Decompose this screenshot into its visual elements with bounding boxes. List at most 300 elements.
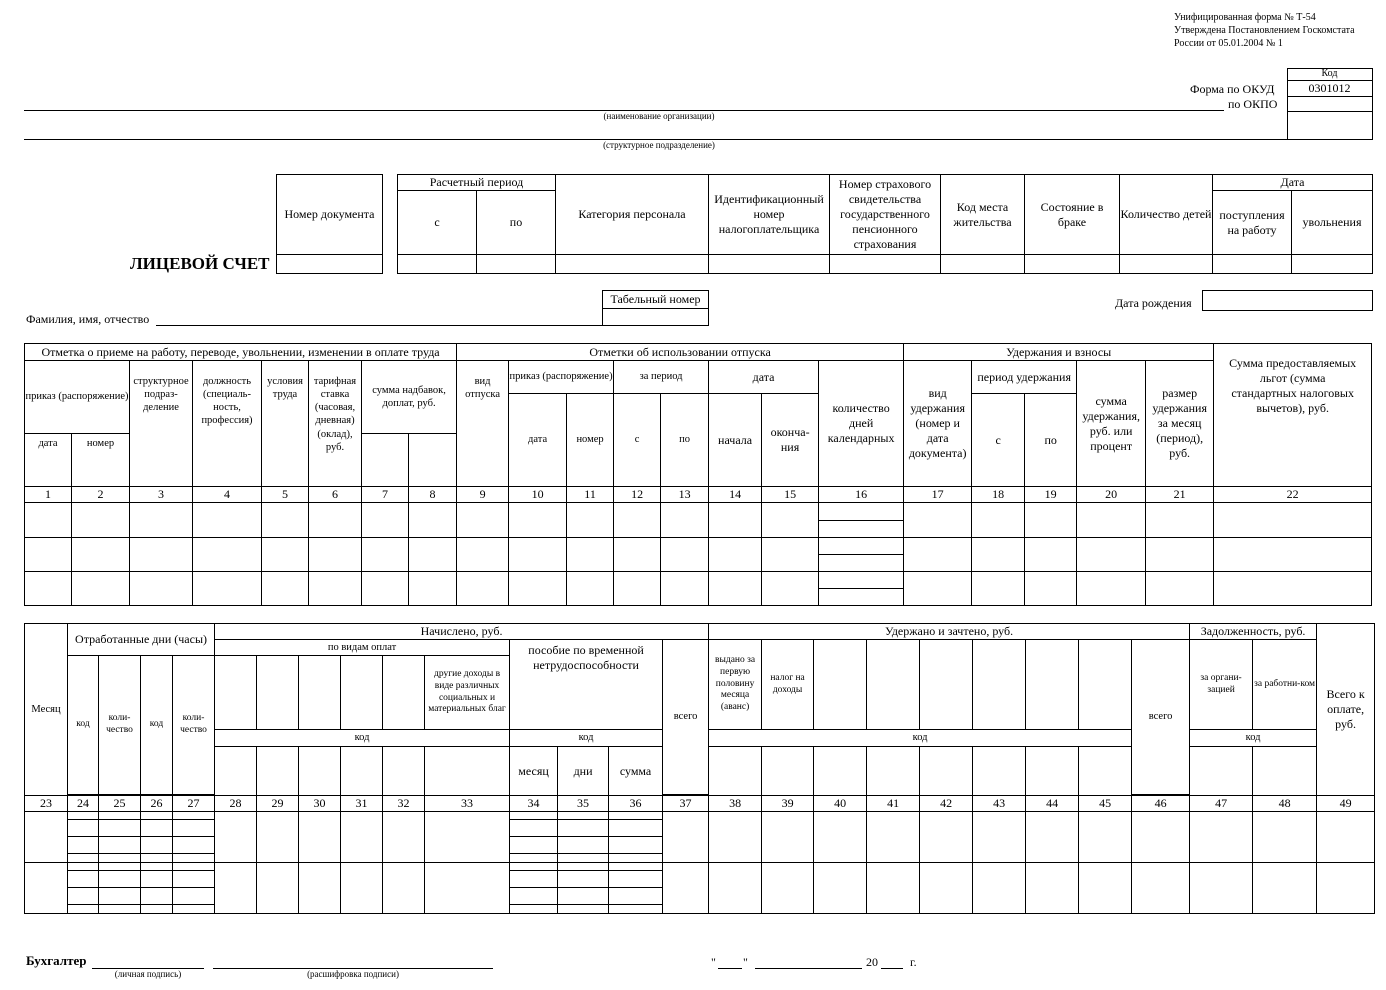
worked-qty-1-header: коли-чество [99,656,141,795]
insurance-cell[interactable] [830,255,941,274]
children-cell[interactable] [1120,255,1213,274]
month-header: Месяц [25,624,68,796]
cell[interactable] [1132,812,1190,863]
period-to-header: по [477,191,556,255]
birth-date-field[interactable] [1202,290,1373,311]
leave-start-header: начала [709,394,762,487]
cell[interactable] [383,812,425,863]
cell[interactable] [819,503,904,538]
cell[interactable] [558,812,609,863]
to-pay-header: Всего к оплате, руб. [1317,624,1375,796]
column-numbers-row [25,796,1375,812]
cell[interactable] [819,538,904,572]
cell[interactable] [558,863,609,914]
code-cell-30[interactable] [299,747,341,796]
cell[interactable] [904,572,972,606]
code-cell-28[interactable] [215,747,257,796]
by-org-header: за органи-зацией [1190,640,1253,730]
period-to-cell[interactable] [477,255,556,274]
form-code-line1: Унифицированная форма № Т-54 [1174,12,1316,23]
col-num: 13 [661,487,709,503]
withheld-col-42 [920,640,973,730]
ded-period-header: период удержания [972,361,1077,394]
sick-code-header: код [510,730,663,747]
code-cell-38[interactable] [709,747,762,796]
cell[interactable] [425,863,510,914]
date-quote-open: " [711,955,716,969]
pay-type-29 [257,656,299,730]
cell[interactable] [25,572,72,606]
cell[interactable] [609,863,663,914]
marital-header: Состояние в браке [1025,175,1120,255]
code-cell-47[interactable] [1190,747,1253,796]
cell[interactable] [1253,863,1317,914]
pay-types-code-header: код [215,730,510,747]
cell[interactable] [567,572,614,606]
cell[interactable] [972,572,1025,606]
cell[interactable] [362,572,409,606]
tabel-number-cell[interactable] [603,309,709,326]
cell[interactable] [99,812,141,863]
table-row [25,503,1372,538]
withheld-code-header: код [709,730,1132,747]
cell[interactable] [1317,812,1375,863]
worked-code-2-header: код [141,656,173,795]
cell[interactable] [99,863,141,914]
benefits-header: Сумма предоставляемых льгот (сумма стандартных налоговых вычетов), руб. [1214,344,1372,487]
withheld-col-40 [814,640,867,730]
leave-group-header: Отметки об использовании отпуска [457,344,904,361]
cell[interactable] [762,572,819,606]
cell[interactable] [409,538,457,572]
period-to-header: по [661,394,709,487]
sick-days-header: дни [558,747,609,796]
debt-header: Задолженность, руб. [1190,624,1317,640]
cell[interactable] [1190,863,1253,914]
cell[interactable] [867,863,920,914]
debt-code-header: код [1190,730,1317,747]
col-num: 48 [1253,796,1317,812]
doc-number-header: Номер документа [277,175,383,255]
cell[interactable] [1079,812,1132,863]
leave-order-header: приказ (распоряжение) [509,361,614,394]
cell[interactable] [1146,538,1214,572]
col-num: 44 [1026,796,1079,812]
employment-table [24,343,1372,606]
dismissal-date-cell[interactable] [1292,255,1373,274]
code-cell-45[interactable] [1079,747,1132,796]
code-cell-32[interactable] [383,747,425,796]
cell[interactable] [215,863,257,914]
cell[interactable] [819,572,904,606]
cell[interactable] [1026,863,1079,914]
accrued-header: Начислено, руб. [215,624,709,640]
cell[interactable] [309,503,362,538]
cell[interactable] [193,572,262,606]
col-num: 36 [609,796,663,812]
cell[interactable] [173,812,215,863]
cell[interactable] [141,812,173,863]
signature-decode-caption: (расшифровка подписи) [307,969,399,979]
col-num: 9 [457,487,509,503]
period-from-header: с [398,191,477,255]
col-num: 37 [663,796,709,812]
cell[interactable] [141,863,173,914]
worked-code-1-header: код [68,656,99,795]
cell[interactable] [972,538,1025,572]
cell[interactable] [257,812,299,863]
date-year-line[interactable] [881,968,903,969]
cell[interactable] [299,812,341,863]
col-num: 27 [173,796,215,812]
cell[interactable] [663,812,709,863]
page-title: ЛИЦЕВОЙ СЧЕТ [130,254,270,273]
date-day-line[interactable] [718,968,742,969]
date-header: Дата [1213,175,1373,191]
advance-header: выдано за первую половину месяца (аванс) [709,640,762,730]
col-num: 5 [262,487,309,503]
withheld-col-43 [973,640,1026,730]
cell[interactable] [1146,572,1214,606]
col-num: 3 [130,487,193,503]
withheld-col-45 [1079,640,1132,730]
col-num: 26 [141,796,173,812]
leave-type-header: вид отпуска [457,361,509,487]
cell[interactable] [814,812,867,863]
col-num: 21 [1146,487,1214,503]
col-num: 28 [215,796,257,812]
code-cell-41[interactable] [867,747,920,796]
cell[interactable] [510,812,558,863]
cell[interactable] [609,812,663,863]
cell[interactable] [709,572,762,606]
tabel-number-header: Табельный номер [603,291,709,309]
org-caption: (наименование организации) [603,111,715,121]
cell[interactable] [68,812,99,863]
withheld-col-41 [867,640,920,730]
cell[interactable] [661,538,709,572]
cell[interactable] [709,812,762,863]
allowance-col-7 [362,434,409,487]
cell[interactable] [341,863,383,914]
cell[interactable] [973,812,1026,863]
by-types-header: по видам оплат [215,640,510,656]
leave-order-date-header: дата [509,394,567,487]
form-code-line3: России от 05.01.2004 № 1 [1174,38,1283,49]
children-header: Количество детей [1120,175,1213,255]
leave-dates-header: дата [709,361,819,394]
cell[interactable] [1214,572,1372,606]
hire-date-header: поступления на работу [1213,191,1292,255]
personal-info-table [397,174,1373,274]
code-cell-48[interactable] [1253,747,1317,796]
position-header: должность (специаль-ность, профессия) [193,361,262,487]
cell[interactable] [457,538,509,572]
by-emp-header: за работни-ком [1253,640,1317,730]
cell[interactable] [130,503,193,538]
col-num: 12 [614,487,661,503]
cell[interactable] [130,572,193,606]
cell[interactable] [1317,863,1375,914]
cell[interactable] [1214,538,1372,572]
inn-header: Идентификационный номер налогоплательщика [709,175,830,255]
cell[interactable] [709,863,762,914]
cell[interactable] [215,812,257,863]
leave-order-number-header: номер [567,394,614,487]
cell[interactable] [1079,863,1132,914]
ded-to-header: по [1025,394,1077,487]
cell[interactable] [457,503,509,538]
accrued-total-header: всего [663,640,709,795]
code-cell-40[interactable] [814,747,867,796]
period-from-cell[interactable] [398,255,477,274]
cell[interactable] [661,503,709,538]
allowances-header: сумма надбавок, доплат, руб. [362,361,457,434]
cell[interactable] [709,538,762,572]
col-num: 31 [341,796,383,812]
cell[interactable] [309,538,362,572]
date-month-line[interactable] [755,968,862,969]
okpo-label: по ОКПО [1228,97,1278,111]
col-num: 22 [1214,487,1372,503]
cell[interactable] [510,863,558,914]
col-num: 20 [1077,487,1146,503]
cell[interactable] [904,503,972,538]
marital-cell[interactable] [1025,255,1120,274]
cell[interactable] [567,503,614,538]
cell[interactable] [409,503,457,538]
doc-number-table [276,174,383,274]
col-num: 49 [1317,796,1375,812]
cell[interactable] [867,812,920,863]
accountant-label: Бухгалтер [26,953,87,968]
cell[interactable] [709,503,762,538]
pay-type-30 [299,656,341,730]
okud-value[interactable]: 0301012 [1308,81,1351,95]
cell[interactable] [72,503,130,538]
cell[interactable] [383,863,425,914]
col-num: 43 [973,796,1026,812]
ded-month-header: размер удержания за месяц (период), руб. [1146,361,1214,487]
withheld-col-44 [1026,640,1079,730]
cell[interactable] [457,572,509,606]
col-num: 24 [68,796,99,812]
date-year-suffix: г. [910,955,917,969]
code-cell-39[interactable] [762,747,814,796]
col-num: 18 [972,487,1025,503]
col-num: 4 [193,487,262,503]
cell[interactable] [425,812,510,863]
cell[interactable] [614,538,661,572]
withheld-header: Удержано и зачтено, руб. [709,624,1190,640]
cell[interactable] [25,812,68,863]
cell[interactable] [25,503,72,538]
cell[interactable] [920,812,973,863]
tax-header: налог на доходы [762,640,814,730]
fio-line[interactable] [156,325,602,326]
insurance-header: Номер страхового свидетельства государственного пенсионного страхования [830,175,941,255]
payroll-table [24,623,1375,914]
period-from-header: с [614,394,661,487]
col-num: 16 [819,487,904,503]
cell[interactable] [1025,538,1077,572]
cell[interactable] [72,572,130,606]
period-header: Расчетный период [398,175,556,191]
cell[interactable] [25,863,68,914]
cell[interactable] [257,863,299,914]
signature-caption: (личная подпись) [114,969,182,979]
cell[interactable] [341,812,383,863]
sick-month-header: месяц [510,747,558,796]
cell[interactable] [509,503,567,538]
cell[interactable] [1077,572,1146,606]
cell[interactable] [299,863,341,914]
cell[interactable] [1077,503,1146,538]
tabel-number-table [602,290,709,326]
leave-end-header: оконча-ния [762,394,819,487]
order-header: приказ (распоряжение) [25,361,130,434]
other-income-header: другие доходы в виде различных социальных и материальных благ [425,656,510,730]
cell[interactable] [509,572,567,606]
ded-type-header: вид удержания (номер и дата документа) [904,361,972,487]
cell[interactable] [814,863,867,914]
cell[interactable] [193,538,262,572]
cell[interactable] [262,538,309,572]
cell[interactable] [567,538,614,572]
cell[interactable] [130,538,193,572]
withheld-total-header: всего [1132,640,1190,795]
date-quote-close: " [743,955,748,969]
cell[interactable] [362,503,409,538]
code-cell-29[interactable] [257,747,299,796]
order-date-header: дата [25,434,72,487]
dept-caption: (структурное подразделение) [603,140,715,150]
cell[interactable] [972,503,1025,538]
cell[interactable] [614,503,661,538]
cell[interactable] [1253,812,1317,863]
code-cell-42[interactable] [920,747,973,796]
col-num: 23 [25,796,68,812]
code-cell-43[interactable] [973,747,1026,796]
sick-sum-header: сумма [609,747,663,796]
ded-sum-header: сумма удержания, руб. или процент [1077,361,1146,487]
pay-type-31 [341,656,383,730]
inn-cell[interactable] [709,255,830,274]
table-row [25,863,1375,914]
allowance-col-8 [409,434,457,487]
dismissal-date-header: увольнения [1292,191,1373,255]
col-num: 30 [299,796,341,812]
col-num: 32 [383,796,425,812]
days-header: количество дней календарных [819,361,904,487]
doc-number-cell[interactable] [277,255,383,274]
cell[interactable] [920,863,973,914]
cell[interactable] [904,538,972,572]
col-num: 45 [1079,796,1132,812]
pay-type-32 [383,656,425,730]
col-num: 17 [904,487,972,503]
cell[interactable] [614,572,661,606]
cell[interactable] [663,863,709,914]
col-num: 15 [762,487,819,503]
cell[interactable] [262,503,309,538]
cell[interactable] [973,863,1026,914]
category-header: Категория персонала [556,175,709,255]
cell[interactable] [1214,503,1372,538]
col-num: 7 [362,487,409,503]
cell[interactable] [1026,812,1079,863]
code-label: Код [1321,68,1338,79]
col-num: 42 [920,796,973,812]
col-num: 10 [509,487,567,503]
column-numbers-row [25,487,1372,503]
cell[interactable] [193,503,262,538]
cell[interactable] [173,863,215,914]
residence-header: Код места жительства [941,175,1025,255]
col-num: 29 [257,796,299,812]
category-cell[interactable] [556,255,709,274]
cell[interactable] [1190,812,1253,863]
for-period-header: за период [614,361,709,394]
cell[interactable] [309,572,362,606]
cell[interactable] [72,538,130,572]
col-num: 2 [72,487,130,503]
deductions-group-header: Удержания и взносы [904,344,1214,361]
code-cell-31[interactable] [341,747,383,796]
col-num: 47 [1190,796,1253,812]
cell[interactable] [1077,538,1146,572]
cell[interactable] [1025,572,1077,606]
col-num: 39 [762,796,814,812]
cell[interactable] [68,863,99,914]
table-row [25,538,1372,572]
cell[interactable] [409,572,457,606]
code-cell-44[interactable] [1026,747,1079,796]
okud-label: Форма по ОКУД [1190,82,1275,96]
sick-header: пособие по временной нетрудоспособности [510,640,663,730]
hire-date-cell[interactable] [1213,255,1292,274]
cell[interactable] [661,572,709,606]
col-num: 34 [510,796,558,812]
col-num: 40 [814,796,867,812]
worked-header: Отработанные дни (часы) [68,624,215,656]
col-num: 46 [1132,796,1190,812]
table-row [25,572,1372,606]
rate-header: тарифная ставка (часовая, дневная) (оклад), руб. [309,361,362,487]
cell[interactable] [1146,503,1214,538]
date-year-prefix: 20 [866,955,878,969]
cell[interactable] [362,538,409,572]
cell[interactable] [762,812,814,863]
residence-cell[interactable] [941,255,1025,274]
col-num: 11 [567,487,614,503]
cell[interactable] [1025,503,1077,538]
cell[interactable] [262,572,309,606]
cell[interactable] [25,538,72,572]
worked-qty-2-header: коли-чество [173,656,215,795]
struct-header: структурное подраз-деление [130,361,193,487]
cell[interactable] [762,863,814,914]
cell[interactable] [509,538,567,572]
cell[interactable] [762,503,819,538]
cell[interactable] [1132,863,1190,914]
code-cell-33[interactable] [425,747,510,796]
order-number-header: номер [72,434,130,487]
cell[interactable] [762,538,819,572]
table-row [25,812,1375,863]
pay-type-28 [215,656,257,730]
conditions-header: условия труда [262,361,309,487]
